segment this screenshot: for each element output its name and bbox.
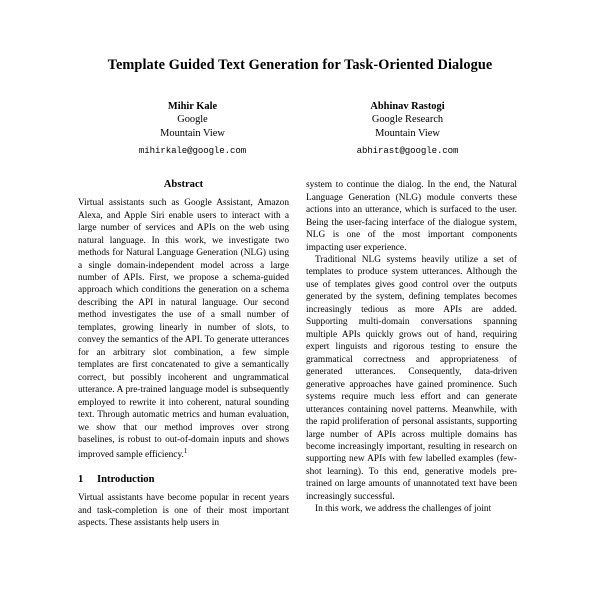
author-block: [78, 100, 522, 158]
abstract-heading: Abstract: [163, 179, 204, 191]
body-paragraph: Traditional NLG systems heavily utilize a set of templates to produce system utterances. Although the use of templates gives good control over the outputs generated by the system, defining templates becomes increasingly tedious as more APIs are added. Supporting multi-domain conversations spanning multiple APIs quickly grows out of hand, requiring expert linguists and rigorous testing to ensure the grammatical correctness and appropriateness of generated utterances. Consequently, data-driven generative approaches have gained prominence. Such systems require much less effort and can generate utterances containing novel patterns. Meanwhile, with the rapid proliferation of personal assistants, supporting large number of APIs across multiple domains has become increasingly important, resulting in research on supporting new APIs with few labelled examples (few-shot learning). To this end, generative models pre-trained on large amounts of unannotated text have been increasingly successful.: [306, 254, 517, 502]
two-column-body: [78, 179, 522, 529]
intro-paragraph: Virtual assistants have become popular in recent years and task-completion is one of their most important aspects. These assistants help users in: [78, 493, 289, 529]
body-paragraph: system to continue the dialog. In the end, the Natural Language Generation (NLG) module converts these actions into an utterance, which is surfaced to the user. Being the user-facing interface of the dialogue system, NLG is one of the most important components impacting user experience.: [306, 180, 517, 253]
author-entry: [85, 100, 300, 158]
author-affiliation: Google: [177, 114, 208, 126]
author-city: Mountain View: [160, 128, 225, 140]
author-entry: [300, 100, 515, 158]
abstract-body: Virtual assistants such as Google Assistant, Amazon Alexa, and Apple Siri enable users to interact with a large number of services and APIs on the web using natural language. In this work, we investigate two methods for Natural Language Generation (NLG) using a single domain-independent model across a large number of APIs. First, we propose a schema-guided approach which conditions the generation on a schema describing the API in natural language. Our second method investigates the use of a small number of templates, growing linearly in number of slots, to convey the semantics of the API. To generate utterances for an arbitrary slot combination, a few simple templates are first concatenated to give a semantically correct, but possibly incoherent and ungrammatical utterance. A pre-trained language model is subsequently employed to rewrite it into coherent, natural sounding text. Through automatic metrics and human evaluation, we show that our method improves over strong baselines, is robust to out-of-domain inputs and shows improved sample efficiency.: [78, 198, 289, 460]
column-left: [78, 179, 289, 529]
section-title: Introduction: [97, 474, 155, 486]
section-heading-introduction: [78, 474, 289, 485]
author-name: Abhinav Rastogi: [370, 100, 445, 112]
author-name: Mihir Kale: [167, 100, 218, 112]
footnote-marker: 1: [183, 446, 188, 455]
author-affiliation: Google Research: [371, 114, 444, 126]
author-city: Mountain View: [375, 128, 440, 140]
author-email[interactable]: abhirast@google.com: [356, 145, 459, 157]
body-paragraph: In this work, we address the challenges of joint: [315, 504, 492, 515]
page-title: Template Guided Text Generation for Task-Oriented Dialogue: [107, 57, 493, 73]
abstract-text: [78, 197, 289, 461]
author-email[interactable]: mihirkale@google.com: [138, 145, 247, 157]
section-number: 1: [78, 474, 84, 486]
column-right: [306, 179, 517, 529]
